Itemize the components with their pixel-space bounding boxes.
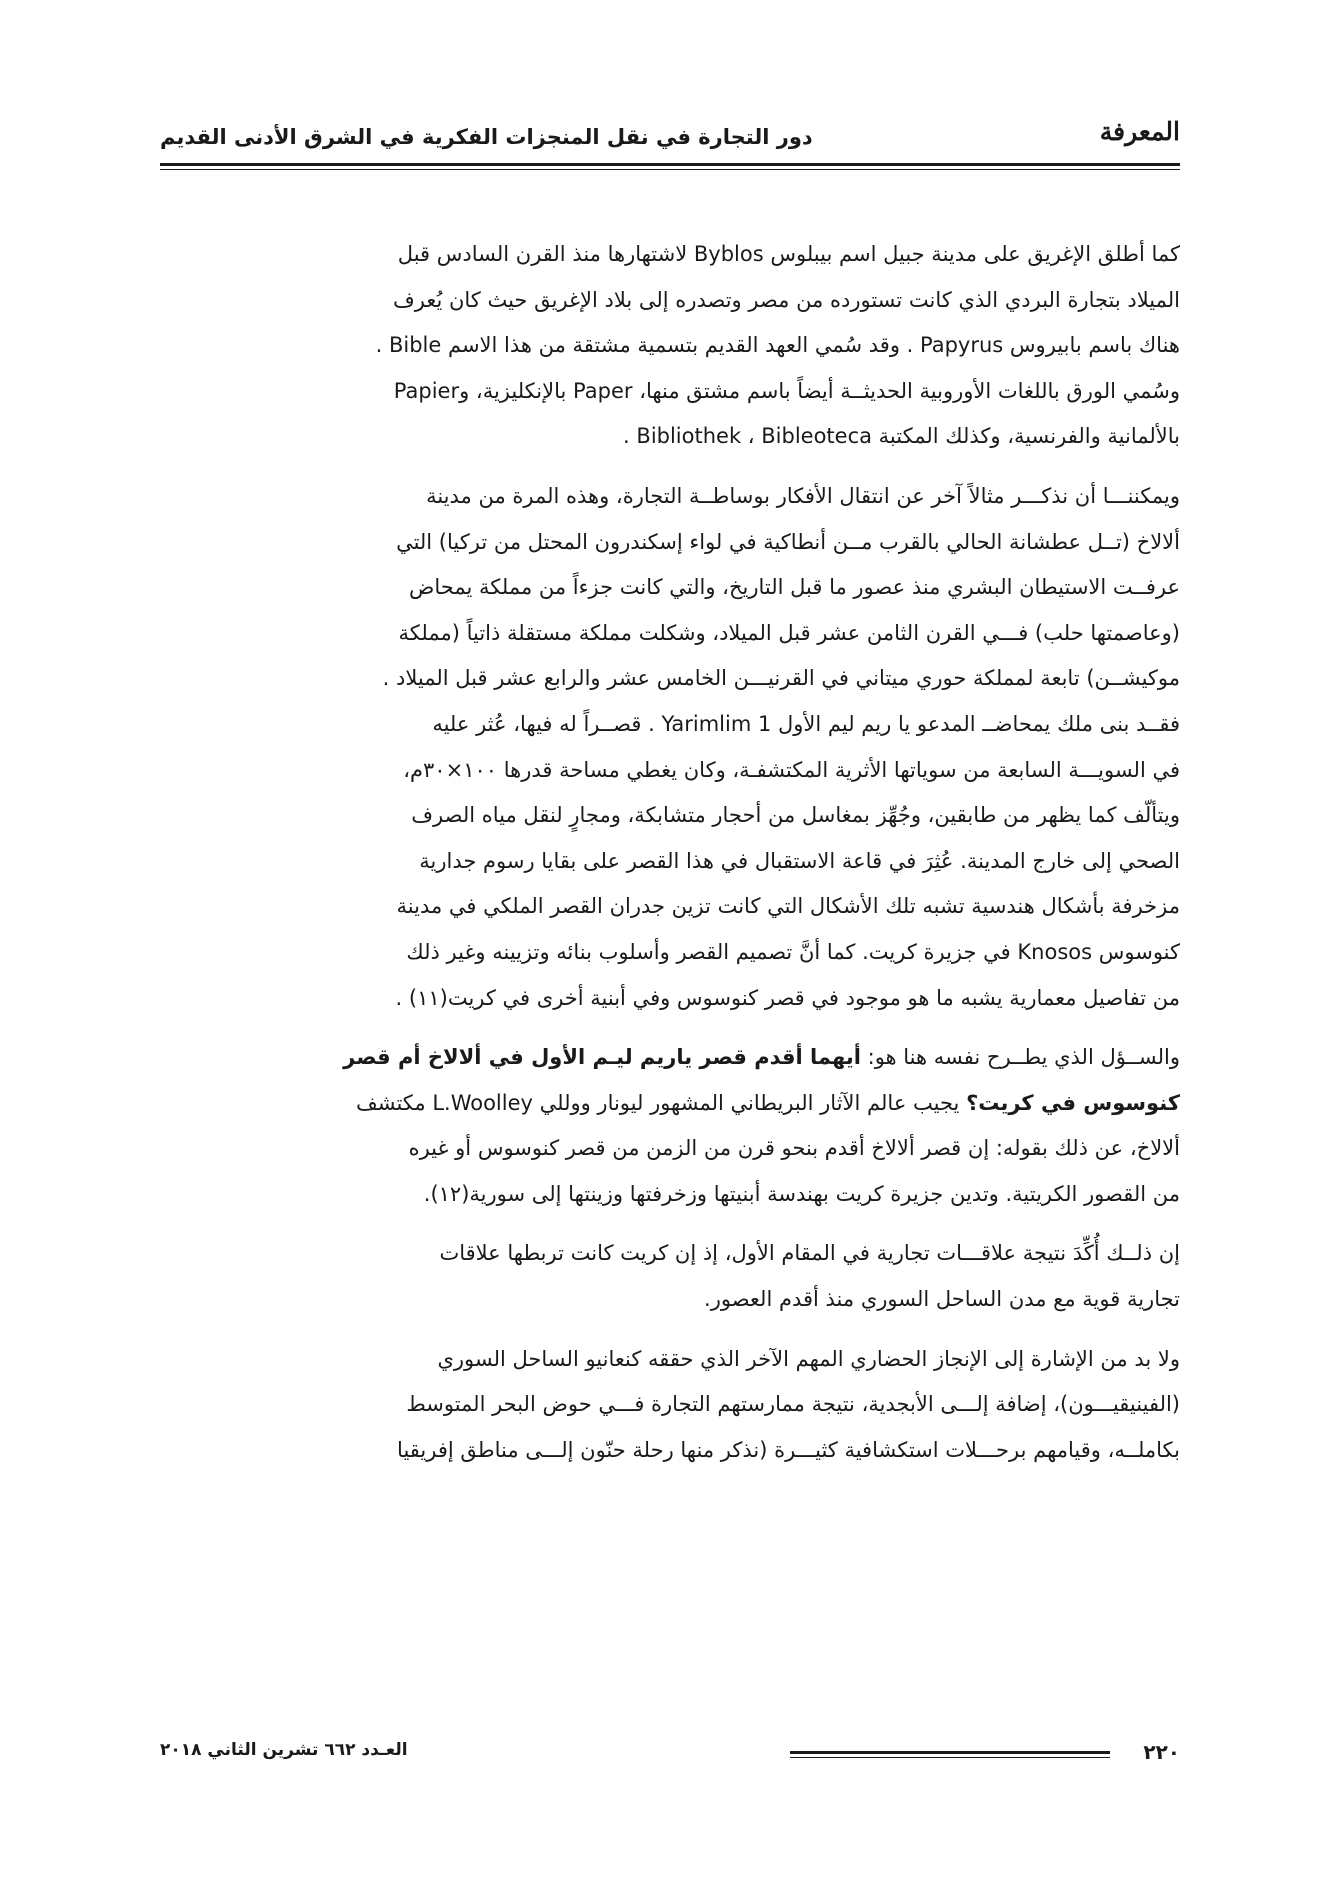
footer-divider-thin xyxy=(790,1757,1110,1758)
paragraph-4 xyxy=(160,1231,1180,1322)
text-line: ويتألّف كما يظهر من طابقين، وجُهِّز بمغاسل من أحجار متشابكة، ومجارٍ لنقل مياه الصرف xyxy=(411,803,1180,828)
text-line: ألالاخ (تــل عطشانة الحالي بالقرب مــن أنطاكية في لواء إسكندرون المحتل من تركيا) التي xyxy=(396,529,1180,554)
header-title: دور التجارة في نقل المنجزات الفكرية في الشرق الأدنى القديم xyxy=(160,125,813,149)
paragraph-1 xyxy=(160,232,1180,460)
page-footer xyxy=(160,1740,1180,1776)
magazine-logo: المعرفة xyxy=(1099,117,1180,146)
footer-divider xyxy=(790,1751,1110,1754)
paragraph-3 xyxy=(160,1035,1180,1217)
bold-question-end: كنوسوس في كريت؟ xyxy=(966,1090,1180,1115)
paragraph-5 xyxy=(160,1337,1180,1474)
text-line: وسُمي الورق باللغات الأوروبية الحديثــة أيضاً باسم مشتق منها، Paper بالإنكليزية، وPapier xyxy=(393,378,1180,403)
text-line xyxy=(160,1081,1180,1127)
header-divider xyxy=(160,163,1180,166)
text-line: مزخرفة بأشكال هندسية تشبه تلك الأشكال التي كانت تزين جدران القصر الملكي في مدينة xyxy=(396,894,1180,919)
text-line: تجارية قوية مع مدن الساحل السوري منذ أقدم العصور. xyxy=(704,1287,1180,1312)
text-run: والســؤل الذي يطــرح نفسه هنا هو: xyxy=(860,1045,1180,1070)
article-body xyxy=(160,232,1180,1473)
text-run: يجيب عالم الآثار البريطاني المشهور ليونار ووللي L.Woolley مكتشف xyxy=(355,1090,967,1115)
text-line: إن ذلــك أُكِّدَ نتيجة علاقـــات تجارية في المقام الأول، إذ إن كريت كانت تربطها علاقات xyxy=(439,1241,1180,1266)
header-divider-thin xyxy=(160,169,1180,170)
text-line: من تفاصيل معمارية يشبه ما هو موجود في قصر كنوسوس وفي أبنية أخرى في كريت(١١) . xyxy=(395,985,1180,1010)
text-line: موكيشــن) تابعة لمملكة حوري ميتاني في القرنيـــن الخامس عشر والرابع عشر قبل الميلاد . xyxy=(382,666,1180,691)
text-line: في السويـــة السابعة من سوياتها الأثرية المكتشفـة، وكان يغطي مساحة قدرها ١٠٠×٣٠م، xyxy=(403,757,1180,782)
text-line: فقــد بنى ملك يمحاضــ المدعو يا ريم ليم الأول Yarimlim 1 . قصــراً له فيها، عُثر عليه xyxy=(432,711,1180,736)
running-header xyxy=(160,117,1180,171)
text-line: (الفينيقيـــون)، إضافة إلـــى الأبجدية، نتيجة ممارستهم التجارة فـــي حوض البحر المتوسط xyxy=(406,1392,1180,1417)
text-line: كنوسوس Knosos في جزيرة كريت. كما أنَّ تصميم القصر وأسلوب بنائه وتزيينه وغير ذلك xyxy=(406,939,1180,964)
text-line: ألالاخ، عن ذلك بقوله: إن قصر ألالاخ أقدم بنحو قرن من الزمن من قصر كنوسوس أو غيره xyxy=(408,1136,1180,1161)
text-line: من القصور الكريتية. وتدين جزيرة كريت بهندسة أبنيتها وزخرفتها وزينتها إلى سورية(١٢). xyxy=(423,1181,1180,1206)
text-line: بالألمانية والفرنسية، وكذلك المكتبة Bibliothek ، Bibleoteca . xyxy=(623,424,1180,449)
text-line: ويمكننـــا أن نذكـــر مثالاً آخر عن انتقال الأفكار بوساطــة التجارة، وهذه المرة من مدينة xyxy=(426,483,1180,508)
page-number: ٢٢٠ xyxy=(1143,1740,1180,1764)
issue-info: العـدد ٦٦٢ تشرين الثاني ٢٠١٨ xyxy=(160,1740,408,1760)
text-line: كما أطلق الإغريق على مدينة جبيل اسم بيبلوس Byblos لاشتهارها منذ القرن السادس قبل xyxy=(397,242,1180,266)
text-line: عرفــت الاستيطان البشري منذ عصور ما قبل التاريخ، والتي كانت جزءاً من مملكة يمحاض xyxy=(409,575,1180,600)
text-line: الميلاد بتجارة البردي الذي كانت تستورده من مصر وتصدره إلى بلاد الإغريق حيث كان يُعرف xyxy=(392,287,1180,312)
paragraph-2 xyxy=(160,474,1180,1021)
text-line: الصحي إلى خارج المدينة. عُثِرَ في قاعة الاستقبال في هذا القصر على بقايا رسوم جدارية xyxy=(419,848,1180,873)
text-line: هناك باسم بابيروس Papyrus . وقد سُمي العهد القديم بتسمية مشتقة من هذا الاسم Bible . xyxy=(375,333,1180,358)
text-line: بكاملــه، وقيامهم برحـــلات استكشافية كثيـــرة (نذكر منها رحلة حنّون إلـــى مناطق إفريقيا xyxy=(397,1437,1180,1462)
bold-question: أيهما أقدم قصر ياريم ليـم الأول في ألالاخ أم قصر xyxy=(343,1045,861,1070)
text-line xyxy=(160,1035,1180,1081)
text-line: (وعاصمتها حلب) فـــي القرن الثامن عشر قبل الميلاد، وشكلت مملكة مستقلة ذاتياً (مملكة xyxy=(398,620,1180,645)
text-line: ولا بد من الإشارة إلى الإنجاز الحضاري المهم الآخر الذي حققه كنعانيو الساحل السوري xyxy=(437,1346,1180,1371)
